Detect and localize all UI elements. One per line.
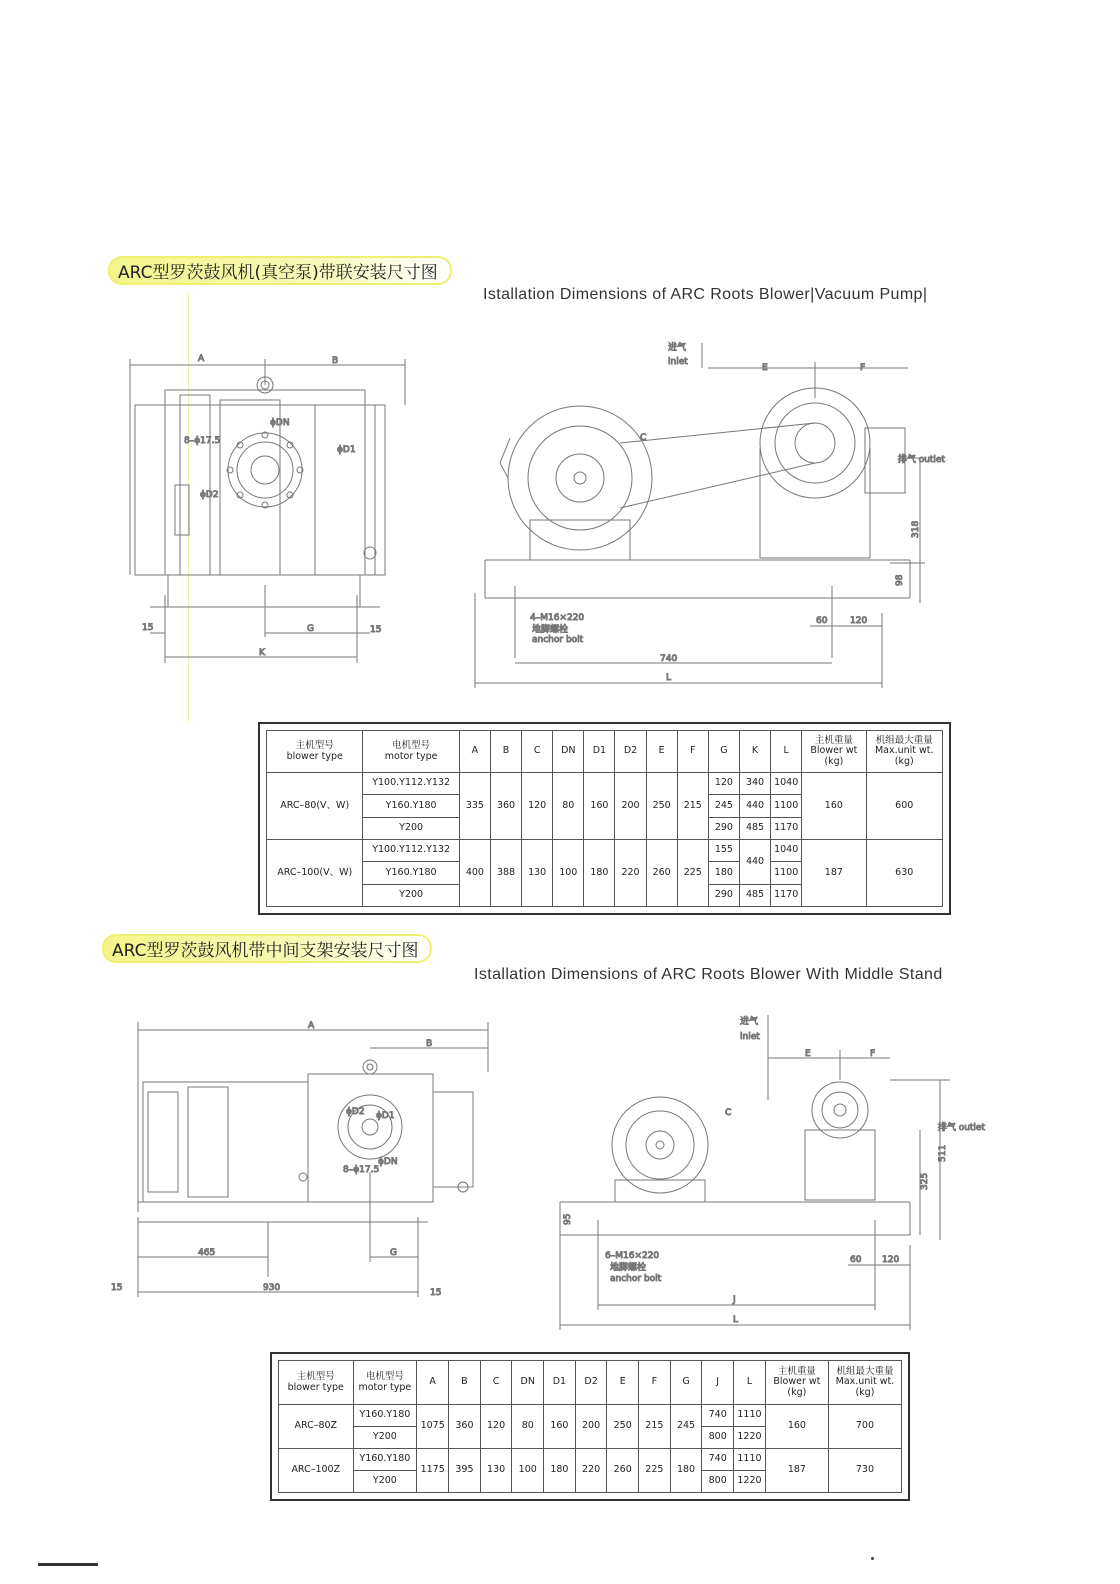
cell-L: 1040 bbox=[771, 773, 802, 795]
cell-max-weight: 630 bbox=[866, 839, 943, 906]
section2-dimension-table bbox=[270, 1352, 910, 1501]
cell-max-weight: 730 bbox=[828, 1449, 901, 1493]
section1-side-view-drawing bbox=[470, 338, 945, 693]
label-325: 325 bbox=[920, 1172, 930, 1190]
label-C: C bbox=[640, 433, 647, 443]
table-row bbox=[279, 1449, 902, 1471]
cell-K: 485 bbox=[739, 817, 770, 839]
table-row bbox=[267, 839, 943, 861]
cell-D1: 180 bbox=[544, 1449, 576, 1493]
label-J: J bbox=[733, 1295, 736, 1305]
label-B: B bbox=[426, 1039, 433, 1049]
cell-L: 1170 bbox=[771, 817, 802, 839]
label-bolt-spec: 6–M16×220 bbox=[605, 1251, 660, 1261]
cell-D2: 200 bbox=[615, 773, 646, 840]
cell-E: 250 bbox=[646, 773, 677, 840]
label-holes: 8–ϕ17.5 bbox=[343, 1165, 380, 1175]
cell-F: 225 bbox=[639, 1449, 671, 1493]
label-K: K bbox=[259, 648, 265, 658]
table-row bbox=[267, 773, 943, 795]
cell-model: ARC–100(V、W) bbox=[267, 839, 363, 906]
label-G: G bbox=[390, 1248, 397, 1258]
cell-C: 130 bbox=[522, 839, 553, 906]
label-inlet-cn: 进气 bbox=[668, 343, 687, 353]
label-D2: ϕD2 bbox=[200, 490, 219, 500]
cell-L: 1220 bbox=[734, 1471, 766, 1493]
cell-G: 245 bbox=[708, 795, 739, 817]
label-A: A bbox=[198, 354, 205, 364]
label-15a: 15 bbox=[111, 1283, 123, 1293]
cell-DN: 80 bbox=[553, 773, 584, 840]
cell-G: 155 bbox=[708, 839, 739, 861]
cell-J: 740 bbox=[702, 1449, 734, 1471]
cell-motor: Y200 bbox=[353, 1471, 417, 1493]
cell-A: 1075 bbox=[417, 1405, 449, 1449]
label-60: 60 bbox=[850, 1255, 862, 1265]
cell-motor: Y100.Y112.Y132 bbox=[363, 839, 459, 861]
cell-L: 1220 bbox=[734, 1427, 766, 1449]
label-outlet: 排气 outlet bbox=[937, 1123, 985, 1133]
header-blower-weight: 主机重量 Blower wt (kg) bbox=[802, 731, 866, 773]
header-D1: D1 bbox=[544, 1361, 576, 1405]
cell-max-weight: 600 bbox=[866, 773, 943, 840]
header-A: A bbox=[417, 1361, 449, 1405]
label-98: 98 bbox=[895, 574, 905, 586]
label-E: E bbox=[762, 363, 768, 373]
header-blower-type: 主机型号 blower type bbox=[279, 1361, 354, 1405]
cell-model: ARC–100Z bbox=[279, 1449, 354, 1493]
table-row bbox=[279, 1405, 902, 1427]
label-D2: ϕD2 bbox=[346, 1107, 365, 1117]
header-A: A bbox=[459, 731, 490, 773]
cell-F: 225 bbox=[677, 839, 708, 906]
header-motor-type: 电机型号 motor type bbox=[353, 1361, 417, 1405]
header-blower-type: 主机型号 blower type bbox=[267, 731, 363, 773]
cell-G: 245 bbox=[670, 1405, 702, 1449]
label-A: A bbox=[308, 1021, 315, 1031]
cell-K: 340 bbox=[739, 773, 770, 795]
cell-max-weight: 700 bbox=[828, 1405, 901, 1449]
label-bolt-en: anchor bolt bbox=[610, 1274, 662, 1284]
cell-L: 1100 bbox=[771, 862, 802, 884]
header-D2: D2 bbox=[575, 1361, 607, 1405]
cell-E: 260 bbox=[646, 839, 677, 906]
cell-motor: Y200 bbox=[363, 817, 459, 839]
cell-motor: Y200 bbox=[363, 884, 459, 906]
header-E: E bbox=[646, 731, 677, 773]
cell-motor: Y160.Y180 bbox=[353, 1449, 417, 1471]
label-bolt-en: anchor bolt bbox=[532, 635, 584, 645]
cell-K: 440 bbox=[739, 839, 770, 884]
label-318: 318 bbox=[911, 520, 921, 538]
header-F: F bbox=[639, 1361, 671, 1405]
cell-motor: Y100.Y112.Y132 bbox=[363, 773, 459, 795]
cell-J: 740 bbox=[702, 1405, 734, 1427]
label-465: 465 bbox=[198, 1248, 216, 1258]
label-bolt-cn: 地脚螺栓 bbox=[610, 1263, 647, 1273]
cell-blower-weight: 160 bbox=[802, 773, 866, 840]
cell-DN: 100 bbox=[553, 839, 584, 906]
cell-B: 388 bbox=[490, 839, 521, 906]
cell-D2: 220 bbox=[575, 1449, 607, 1493]
header-G: G bbox=[670, 1361, 702, 1405]
section1-dimension-table bbox=[258, 722, 951, 915]
label-B: B bbox=[332, 356, 339, 366]
label-F: F bbox=[860, 363, 866, 373]
header-D1: D1 bbox=[584, 731, 615, 773]
cell-motor: Y200 bbox=[353, 1427, 417, 1449]
cell-D1: 180 bbox=[584, 839, 615, 906]
header-C: C bbox=[522, 731, 553, 773]
cell-D1: 160 bbox=[544, 1405, 576, 1449]
cell-model: ARC–80(V、W) bbox=[267, 773, 363, 840]
label-L: L bbox=[733, 1315, 739, 1325]
cell-D2: 200 bbox=[575, 1405, 607, 1449]
cell-G: 290 bbox=[708, 884, 739, 906]
cell-B: 360 bbox=[449, 1405, 481, 1449]
page-edge-mark bbox=[38, 1563, 98, 1566]
cell-A: 335 bbox=[459, 773, 490, 840]
cell-E: 250 bbox=[607, 1405, 639, 1449]
header-blower-weight: 主机重量 Blower wt (kg) bbox=[765, 1361, 828, 1405]
header-DN: DN bbox=[512, 1361, 544, 1405]
header-C: C bbox=[480, 1361, 512, 1405]
cell-motor: Y160.Y180 bbox=[363, 862, 459, 884]
label-15b: 15 bbox=[370, 625, 382, 635]
cell-F: 215 bbox=[677, 773, 708, 840]
label-inlet-en: inlet bbox=[668, 357, 688, 367]
cell-C: 120 bbox=[522, 773, 553, 840]
header-motor-type: 电机型号 motor type bbox=[363, 731, 459, 773]
cell-G: 120 bbox=[708, 773, 739, 795]
scan-dot bbox=[871, 1557, 874, 1560]
cell-A: 1175 bbox=[417, 1449, 449, 1493]
header-max-weight: 机组最大重量 Max.unit wt. (kg) bbox=[866, 731, 943, 773]
label-DN: ϕDN bbox=[378, 1157, 398, 1167]
cell-blower-weight: 187 bbox=[765, 1449, 828, 1493]
label-95: 95 bbox=[563, 1213, 573, 1225]
header-F: F bbox=[677, 731, 708, 773]
header-DN: DN bbox=[553, 731, 584, 773]
cell-E: 260 bbox=[607, 1449, 639, 1493]
cell-L: 1100 bbox=[771, 795, 802, 817]
header-max-weight: 机组最大重量 Max.unit wt. (kg) bbox=[828, 1361, 901, 1405]
header-E: E bbox=[607, 1361, 639, 1405]
cell-DN: 100 bbox=[512, 1449, 544, 1493]
cell-L: 1110 bbox=[734, 1405, 766, 1427]
label-740: 740 bbox=[660, 654, 678, 664]
cell-G: 180 bbox=[708, 862, 739, 884]
cell-motor: Y160.Y180 bbox=[363, 795, 459, 817]
cell-B: 395 bbox=[449, 1449, 481, 1493]
label-E: E bbox=[805, 1049, 811, 1059]
label-60: 60 bbox=[816, 616, 828, 626]
label-F: F bbox=[870, 1049, 876, 1059]
section1-title-en: Istallation Dimensions of ARC Roots Blower|Vacuum Pump| bbox=[483, 286, 928, 303]
section2-end-view-drawing bbox=[108, 1012, 498, 1302]
label-120: 120 bbox=[850, 616, 868, 626]
section1-end-view-drawing bbox=[120, 345, 420, 665]
cell-L: 1170 bbox=[771, 884, 802, 906]
header-J: J bbox=[702, 1361, 734, 1405]
header-L: L bbox=[771, 731, 802, 773]
cell-blower-weight: 160 bbox=[765, 1405, 828, 1449]
cell-B: 360 bbox=[490, 773, 521, 840]
label-holes: 8–ϕ17.5 bbox=[184, 436, 221, 446]
cell-A: 400 bbox=[459, 839, 490, 906]
label-15a: 15 bbox=[142, 623, 154, 633]
section1-title-cn: ARC型罗茨鼓风机(真空泵)带联安装尺寸图 bbox=[108, 256, 452, 285]
cell-G: 180 bbox=[670, 1449, 702, 1493]
header-B: B bbox=[490, 731, 521, 773]
label-C: C bbox=[725, 1108, 732, 1118]
cell-G: 290 bbox=[708, 817, 739, 839]
label-outlet: 排气 outlet bbox=[897, 455, 945, 465]
section2-title-en: Istallation Dimensions of ARC Roots Blower With Middle Stand bbox=[474, 966, 943, 983]
cell-L: 1110 bbox=[734, 1449, 766, 1471]
cell-DN: 80 bbox=[512, 1405, 544, 1449]
label-D1: ϕD1 bbox=[337, 445, 356, 455]
cell-C: 120 bbox=[480, 1405, 512, 1449]
cell-model: ARC–80Z bbox=[279, 1405, 354, 1449]
header-D2: D2 bbox=[615, 731, 646, 773]
cell-J: 800 bbox=[702, 1427, 734, 1449]
label-15b: 15 bbox=[430, 1288, 442, 1298]
header-B: B bbox=[449, 1361, 481, 1405]
cell-K: 485 bbox=[739, 884, 770, 906]
label-bolt-spec: 4–M16×220 bbox=[530, 613, 585, 623]
cell-blower-weight: 187 bbox=[802, 839, 866, 906]
header-L: L bbox=[734, 1361, 766, 1405]
label-930: 930 bbox=[263, 1283, 281, 1293]
label-inlet-en: inlet bbox=[740, 1032, 760, 1042]
cell-D1: 160 bbox=[584, 773, 615, 840]
section2-title-cn: ARC型罗茨鼓风机带中间支架安装尺寸图 bbox=[102, 934, 432, 963]
label-120: 120 bbox=[882, 1255, 900, 1265]
label-D1: ϕD1 bbox=[376, 1111, 395, 1121]
label-511: 511 bbox=[938, 1144, 948, 1162]
header-G: G bbox=[708, 731, 739, 773]
cell-C: 130 bbox=[480, 1449, 512, 1493]
cell-F: 215 bbox=[639, 1405, 671, 1449]
cell-K: 440 bbox=[739, 795, 770, 817]
cell-D2: 220 bbox=[615, 839, 646, 906]
label-G: G bbox=[307, 624, 314, 634]
cell-J: 800 bbox=[702, 1471, 734, 1493]
label-inlet-cn: 进气 bbox=[740, 1017, 759, 1027]
label-bolt-cn: 地脚螺栓 bbox=[532, 625, 569, 635]
label-L: L bbox=[666, 673, 672, 683]
section2-side-view-drawing bbox=[530, 1010, 985, 1335]
cell-motor: Y160.Y180 bbox=[353, 1405, 417, 1427]
header-K: K bbox=[739, 731, 770, 773]
cell-L: 1040 bbox=[771, 839, 802, 861]
label-DN: ϕDN bbox=[270, 418, 290, 428]
